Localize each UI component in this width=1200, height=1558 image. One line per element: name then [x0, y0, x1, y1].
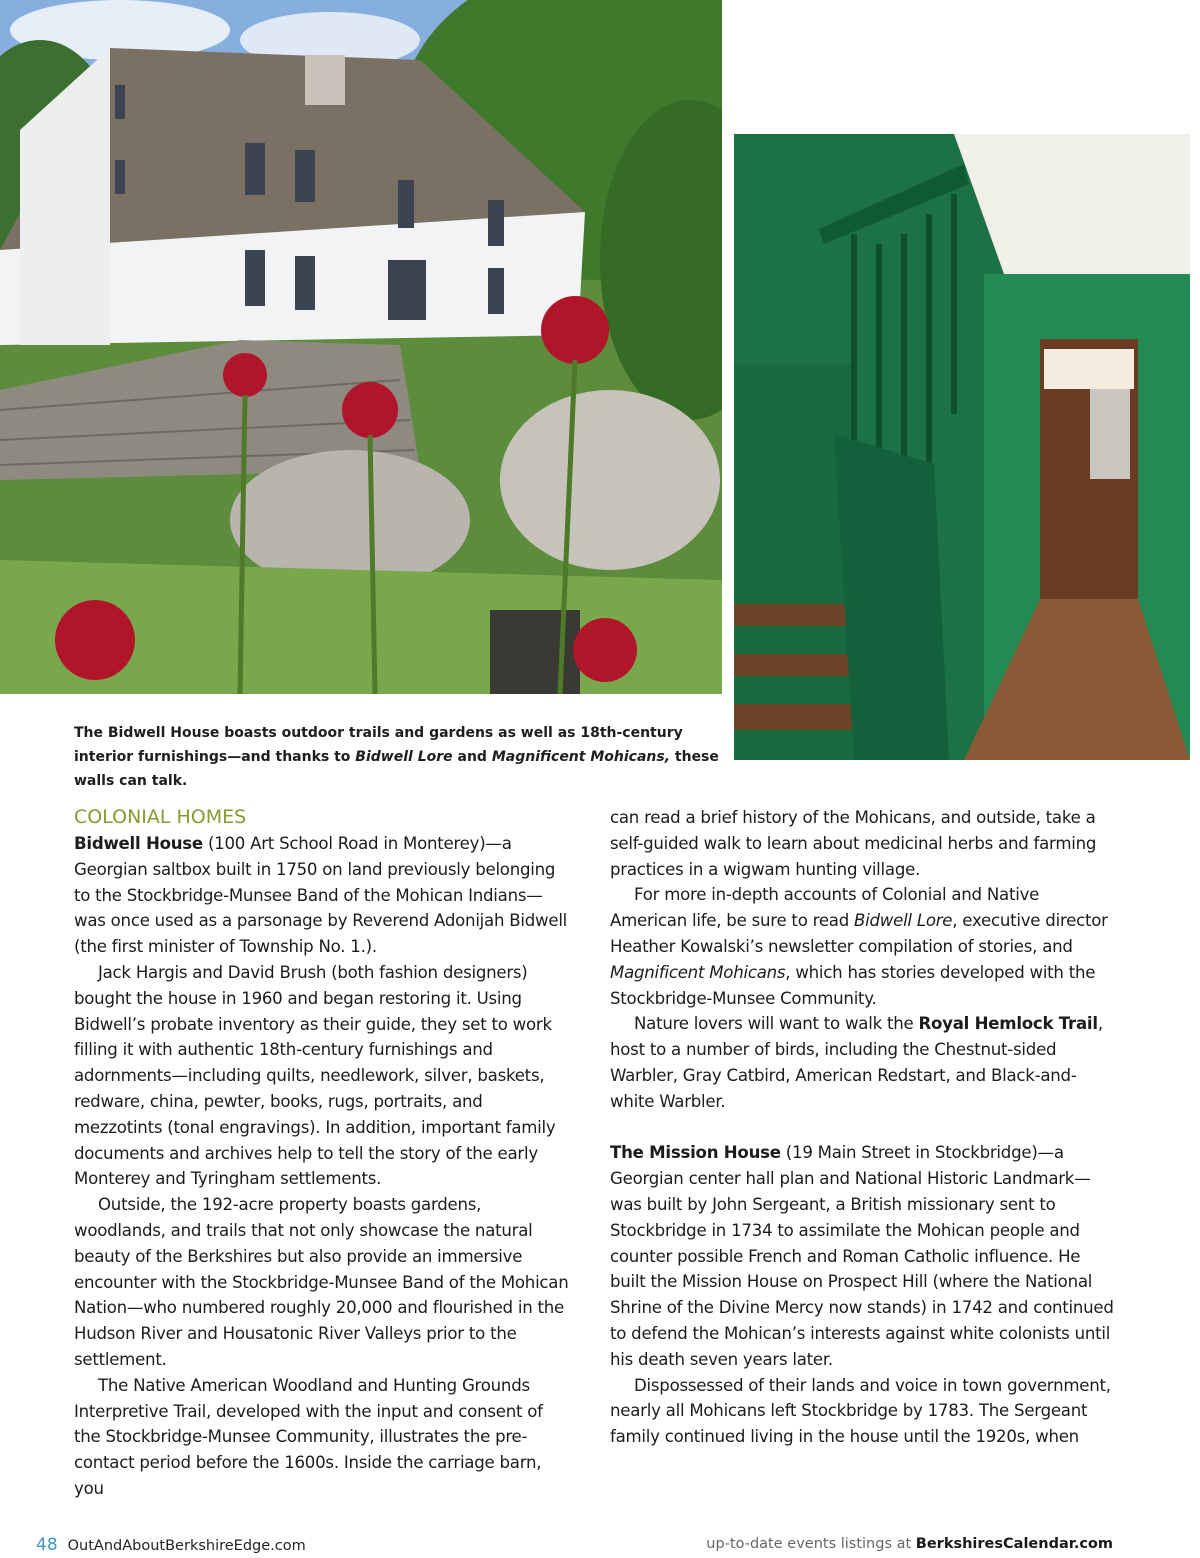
reading-text-1: For more in-depth accounts of Colonial and Native American life, be sure to read: [610, 885, 1040, 931]
reading-title-magnificent-mohicans: Magnificent Mohicans: [610, 962, 786, 982]
paragraph-reading: [610, 882, 1118, 1011]
page-number: 48: [36, 1535, 58, 1555]
mission-house-name: The Mission House: [610, 1143, 781, 1163]
footer-right: [706, 1536, 1113, 1552]
paragraph-interpretive-trail: The Native American Woodland and Hunting Grounds Interpretive Trail, developed with the input and consent of the Stockbridge-Munsee Community, illustrates the pre-contact period before the 1600s. Inside the carriage barn, you: [74, 1375, 543, 1498]
green-staircase-interior-photo: [734, 134, 1190, 760]
paragraph-royal-hemlock-trail: [610, 1011, 1118, 1114]
caption-text-2: and: [452, 749, 492, 765]
caption-text-3: these walls can talk.: [74, 749, 719, 789]
paragraph-property: Outside, the 192-acre property boasts gardens, woodlands, and trails that not only showcase the natural beauty of the Berkshires but also provide an immersive encounter with the Stockbridge-Munsee Band of the Mohican Nation—who numbered roughly 20,000 and flourished in the Hudson River and Housatonic River Valleys prior to the settlement.: [74, 1195, 569, 1369]
trail-text-2: , host to a number of birds, including the Chestnut-sided Warbler, Gray Catbird, American Redstart, and Black-and-white Warbler.: [610, 1014, 1103, 1111]
royal-hemlock-trail-name: Royal Hemlock Trail: [918, 1014, 1098, 1034]
paragraph-dispossessed: Dispossessed of their lands and voice in town government, nearly all Mohicans left Stockbridge by 1783. The Sergeant family continued living in the house until the 1920s, when: [610, 1375, 1111, 1447]
photo-caption: [74, 721, 724, 793]
bidwell-house-text: (100 Art School Road in Monterey)—a Georgian saltbox built in 1750 on land previously belonging to the Stockbridge-Munsee Band of the Mohican Indians—was once used as a parsonage by Reverend Adonijah Bidwell (the first minister of Township No. 1.).: [74, 834, 568, 957]
article-left-column: [74, 805, 574, 1502]
paragraph-restoration: Jack Hargis and David Brush (both fashion designers) bought the house in 1960 and began restoring it. Using Bidwell’s probate inventory as their guide, they set to work filling it with authentic 18th-century furnishings and adornments—including quilts, needlework, silver, baskets, redware, china, pewter, books, rugs, portraits, and mezzotints (tonal engravings). In addition, important family documents and archives help to tell the story of the early Monterey and Tyringham settlements.: [74, 962, 556, 1189]
trail-text-1: Nature lovers will want to walk the: [634, 1014, 919, 1034]
caption-text-1: The Bidwell House boasts outdoor trails and gardens as well as 18th-century interior furnishings—and thanks to: [74, 725, 683, 765]
bidwell-house-name: Bidwell House: [74, 834, 203, 853]
reading-text-2: , executive director Heather Kowalski’s newsletter compilation of stories, and: [610, 911, 1108, 956]
caption-title-bidwell-lore: Bidwell Lore: [355, 749, 453, 765]
mission-house-text: (19 Main Street in Stockbridge)—a Georgian center hall plan and National Historic Landmark—was built by John Sergeant, a British missionary sent to Stockbridge in 1734 to assimilate the Mohican people and counter possible French and Roman Catholic influence. He built the Mission House on Prospect Hill (where the National Shrine of the Divine Mercy now stands) in 1742 and continued to defend the Mohican’s interests against white colonists until his death seven years later.: [610, 1143, 1114, 1369]
footer-left: [36, 1535, 306, 1555]
article-right-column: [610, 805, 1118, 1450]
footer-calendar-link[interactable]: BerkshiresCalendar.com: [915, 1536, 1113, 1552]
reading-text-3: , which has stories developed with the Stockbridge-Munsee Community.: [610, 962, 1096, 1008]
paragraph-bidwell-house: [74, 831, 574, 960]
footer-listings-text: up-to-date events listings at: [706, 1536, 916, 1552]
reading-title-bidwell-lore: Bidwell Lore: [854, 911, 953, 931]
section-heading: COLONIAL HOMES: [74, 806, 247, 828]
caption-title-magnificent-mohicans: Magnificent Mohicans,: [491, 749, 671, 765]
paragraph-mohican-history: can read a brief history of the Mohicans, and outside, take a self-guided walk to learn about medicinal herbs and farming practices in a wigwam hunting village.: [610, 808, 1097, 879]
footer-site-link[interactable]: OutAndAboutBerkshireEdge.com: [67, 1538, 306, 1554]
bidwell-house-exterior-photo: [0, 0, 722, 694]
paragraph-mission-house: [610, 1140, 1118, 1372]
